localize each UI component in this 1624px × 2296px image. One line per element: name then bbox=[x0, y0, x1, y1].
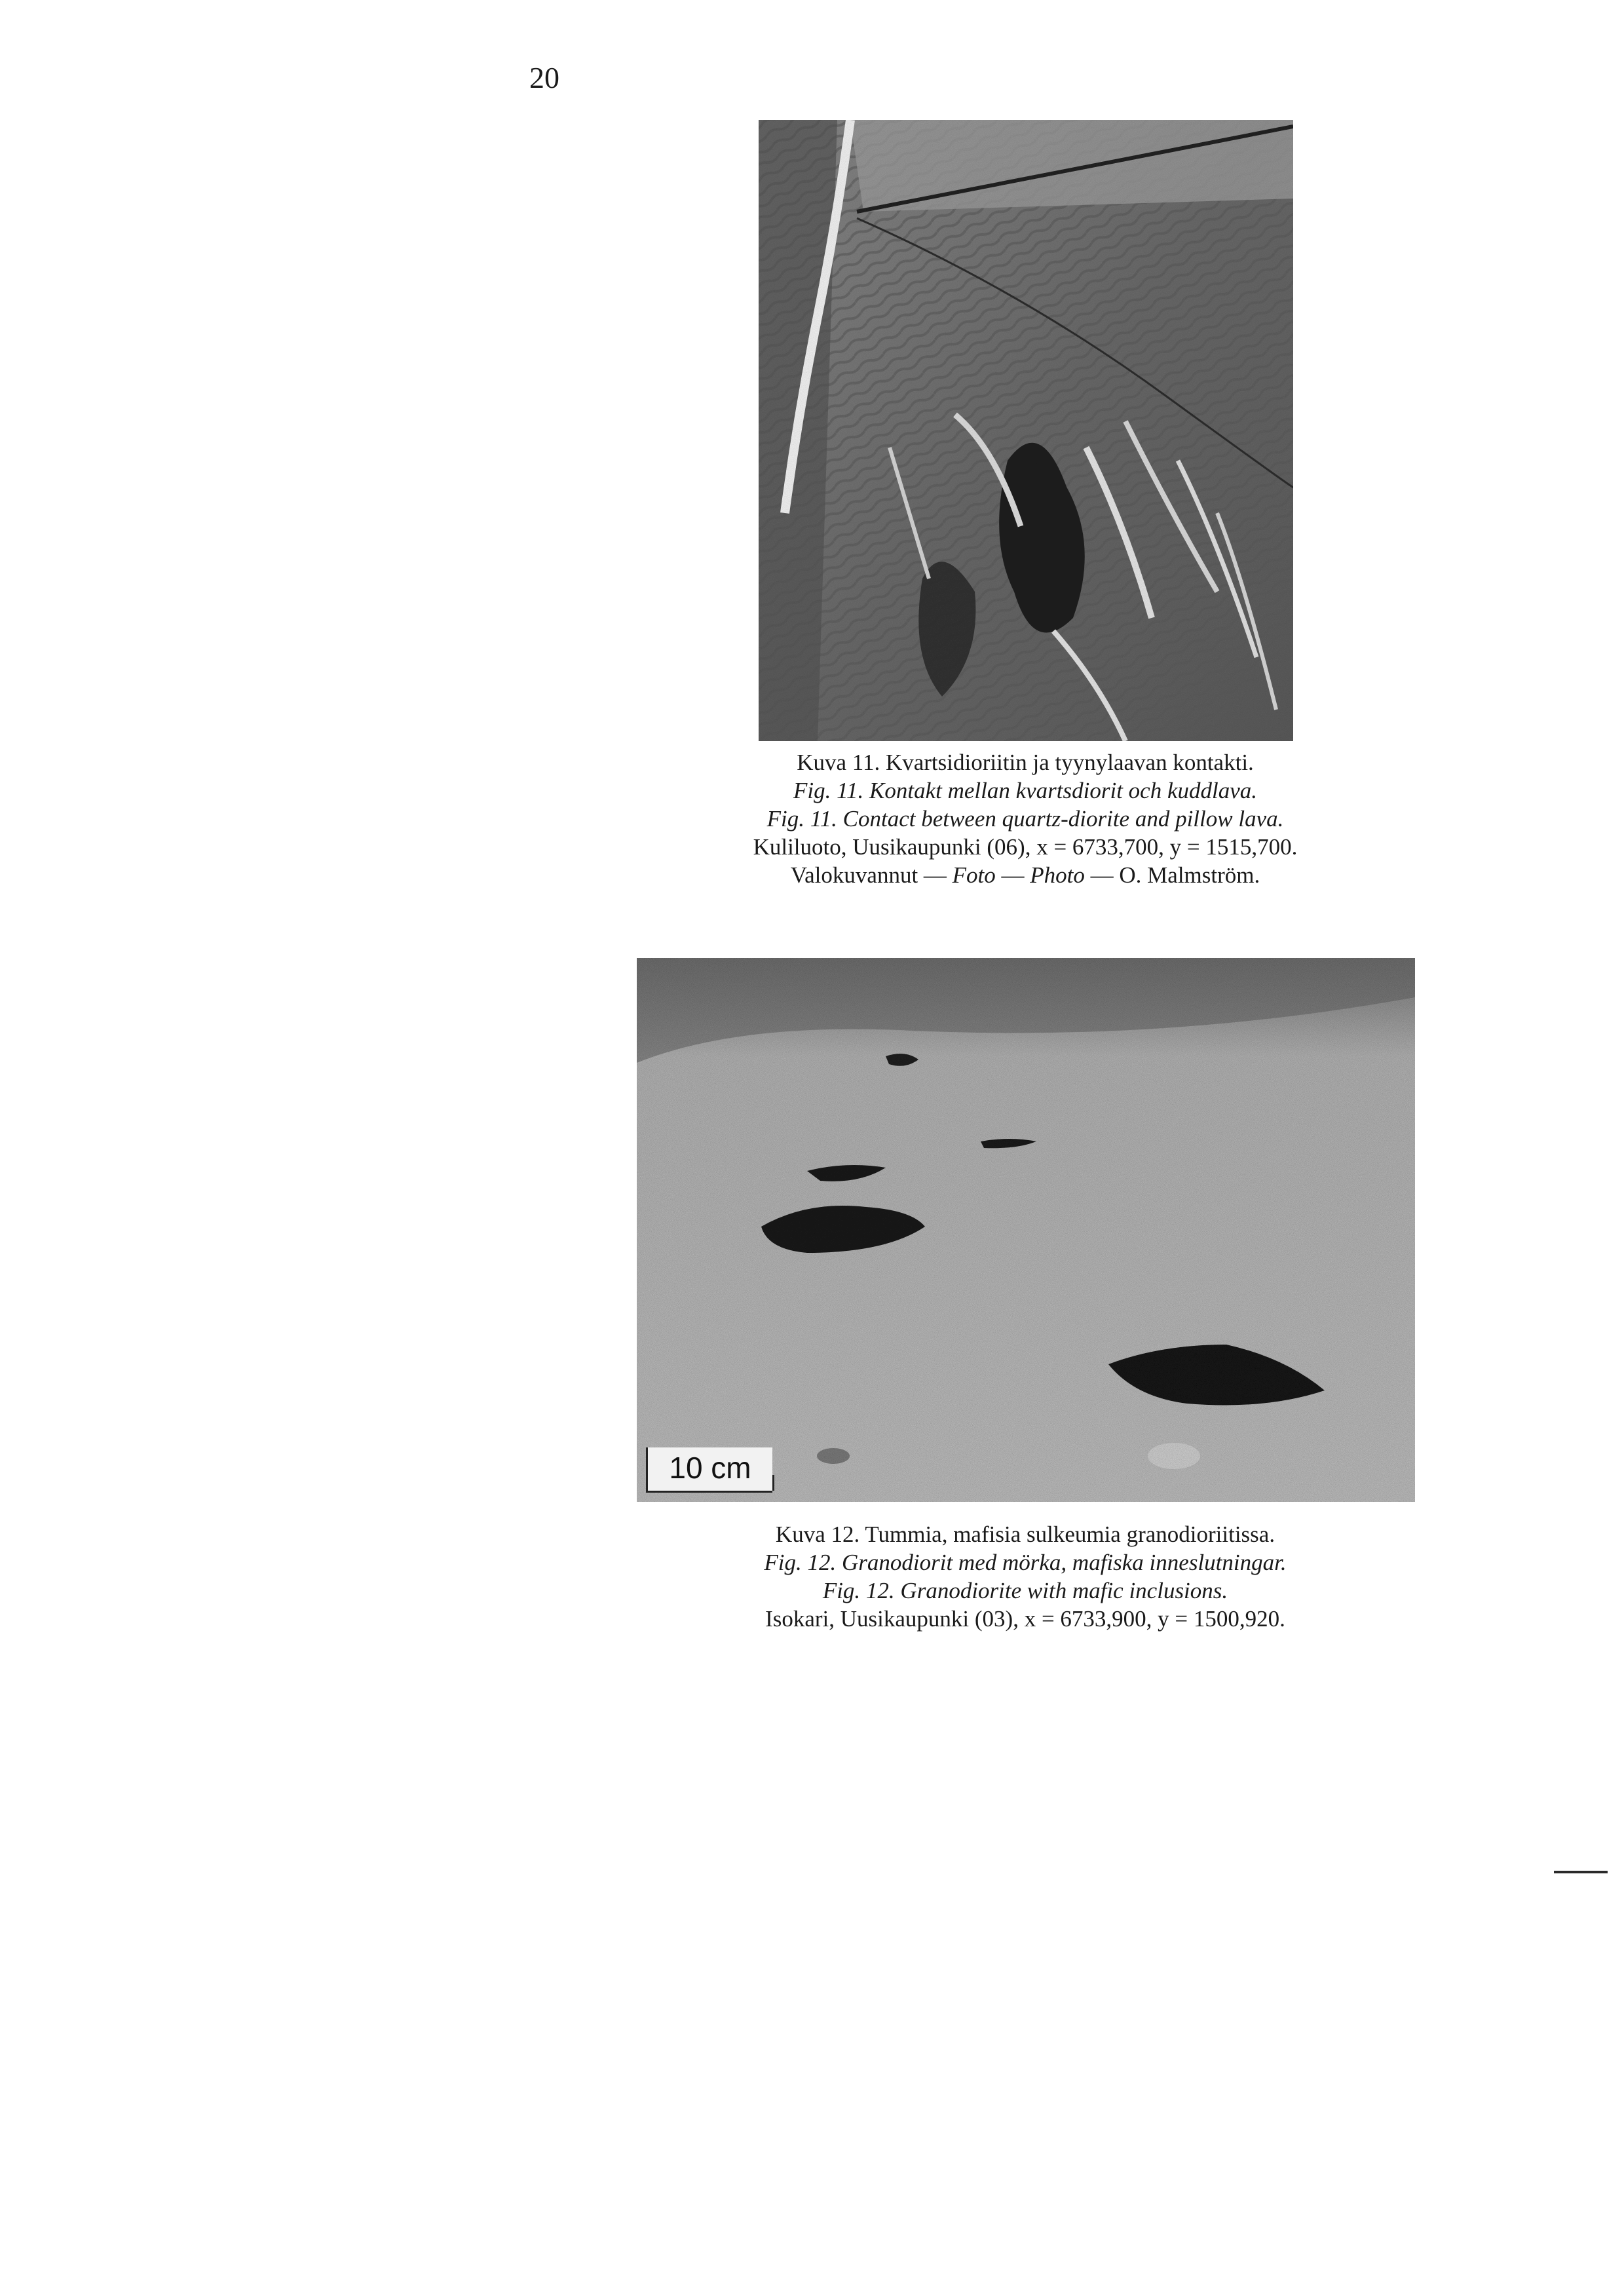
caption-english: Fig. 12. Granodiorite with mafic inclusions. bbox=[822, 1578, 1228, 1603]
credit-suffix: — O. Malmström. bbox=[1084, 862, 1260, 888]
caption-location: Isokari, Uusikaupunki (03), x = 6733,900, y = 1500,920. bbox=[765, 1606, 1285, 1632]
credit-prefix: Valokuvannut — bbox=[790, 862, 953, 888]
figure-12-photo bbox=[637, 958, 1415, 1502]
credit-separator: — bbox=[995, 862, 1030, 888]
figure-12-caption bbox=[655, 1520, 1395, 1633]
figure-11-photo-image bbox=[759, 120, 1293, 741]
scan-edge-mark bbox=[1554, 1871, 1608, 1873]
figure-12-photo-image bbox=[637, 958, 1415, 1502]
caption-finnish: Kuva 11. Kvartsidioriitin ja tyynylaavan kontakti. bbox=[797, 750, 1254, 775]
caption-finnish: Kuva 12. Tummia, mafisia sulkeumia granodioriitissa. bbox=[775, 1521, 1275, 1547]
caption-swedish: Fig. 11. Kontakt mellan kvartsdiorit och kuddlava. bbox=[793, 778, 1257, 803]
caption-credit bbox=[655, 861, 1395, 889]
caption-swedish: Fig. 12. Granodiorit med mörka, mafiska inneslutningar. bbox=[764, 1550, 1287, 1575]
credit-photo: Photo bbox=[1030, 862, 1085, 888]
credit-foto: Foto bbox=[952, 862, 996, 888]
figure-11-photo bbox=[759, 120, 1293, 741]
figure-11-caption bbox=[655, 748, 1395, 889]
scale-bar-label: 10 cm bbox=[646, 1447, 772, 1493]
caption-english: Fig. 11. Contact between quartz-diorite and pillow lava. bbox=[766, 806, 1284, 832]
page-number: 20 bbox=[529, 61, 559, 94]
caption-location: Kuliluoto, Uusikaupunki (06), x = 6733,700, y = 1515,700. bbox=[753, 834, 1298, 860]
